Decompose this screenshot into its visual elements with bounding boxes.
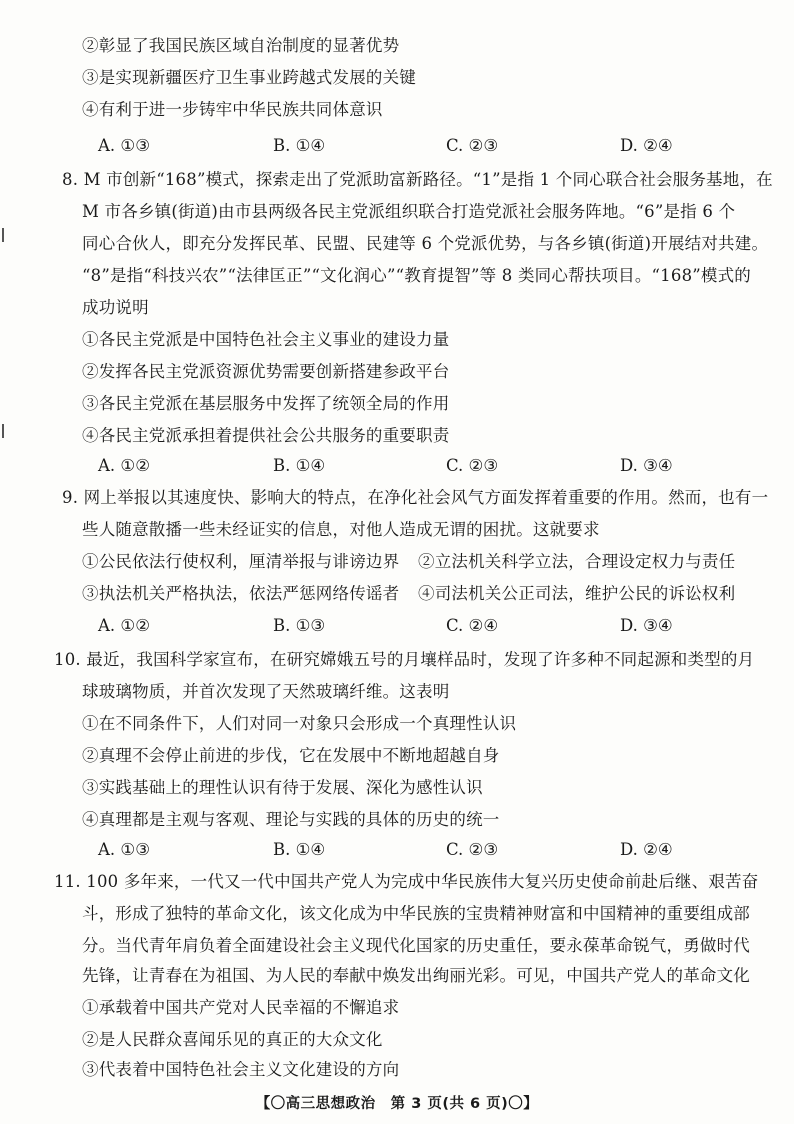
q8-stem-line-3: 同心合伙人，即充分发挥民革、民盟、民建等 6 个党派优势，与各乡镇(街道)开展结对共建。 [82,234,769,253]
q8-stem-line-5: 成功说明 [82,298,149,317]
q8-statement-3: ③各民主党派在基层服务中发挥了统领全局的作用 [82,394,450,413]
q10-statement-1: ①在不同条件下，人们对同一对象只会形成一个真理性认识 [82,714,517,733]
binding-margin-mark [2,228,10,242]
q8-option-c: C. ②③ [446,456,499,475]
q10-stem-line-2: 球玻璃物质，并首次发现了天然玻璃纤维。这表明 [82,682,450,701]
q9-option-b: B. ①③ [273,616,326,635]
q11-stem-line-2: 斗，形成了独特的革命文化，该文化成为中华民族的宝贵精神财富和中国精神的重要组成部 [82,904,750,923]
q7-option-c: C. ②③ [446,136,499,155]
q10-statement-4: ④真理都是主观与客观、理论与实践的具体的历史的统一 [82,810,500,829]
q8-stem-line-1: 8. M 市创新“168”模式，探索走出了党派助富新路径。“1”是指 1 个同心联合社会服务基地，在 [62,170,773,189]
q9-statement-2: ②立法机关科学立法，合理设定权力与责任 [418,552,736,571]
q10-option-b: B. ①④ [273,840,326,859]
q10-option-c: C. ②③ [446,840,499,859]
q9-stem-line-1: 9. 网上举报以其速度快、影响大的特点，在净化社会风气方面发挥着重要的作用。然而，也有一 [62,488,769,507]
q8-option-b: B. ①④ [273,456,326,475]
q10-statement-2: ②真理不会停止前进的步伐，它在发展中不断地超越自身 [82,746,500,765]
q9-statement-3: ③执法机关严格执法，依法严惩网络传谣者 [82,584,400,603]
binding-margin-mark [2,424,10,438]
q10-option-d: D. ②④ [620,840,673,859]
q9-option-c: C. ②④ [446,616,499,635]
q11-statement-2: ②是人民群众喜闻乐见的真正的大众文化 [82,1030,383,1049]
q7-option-a: A. ①③ [98,136,150,155]
q8-stem-line-2: M 市各乡镇(街道)由市县两级各民主党派组织联合打造党派社会服务阵地。“6”是指 6 个 [82,202,736,221]
q9-statement-4: ④司法机关公正司法，维护公民的诉讼权利 [418,584,736,603]
q11-stem-line-3: 分。当代青年肩负着全面建设社会主义现代化国家的历史重任，要永葆革命锐气，勇做时代 [82,936,750,955]
q9-statement-1: ①公民依法行使权利，厘清举报与诽谤边界 [82,552,400,571]
q10-statement-3: ③实践基础上的理性认识有待于发展、深化为感性认识 [82,778,483,797]
q9-option-d: D. ③④ [620,616,673,635]
q7-statement-3: ③是实现新疆医疗卫生事业跨越式发展的关键 [82,68,416,87]
q10-stem-line-1: 10. 最近，我国科学家宣布，在研究嫦娥五号的月壤样品时，发现了许多种不同起源和类型的月 [54,650,755,669]
q8-option-a: A. ①② [98,456,150,475]
q7-statement-4: ④有利于进一步铸牢中华民族共同体意识 [82,100,383,119]
q7-statement-2: ②彰显了我国民族区域自治制度的显著优势 [82,36,400,55]
q8-statement-1: ①各民主党派是中国特色社会主义事业的建设力量 [82,330,450,349]
q11-stem-line-1: 11. 100 多年来，一代又一代中国共产党人为完成中华民族伟大复兴历史使命前赴后继、艰苦奋 [54,872,759,891]
q8-option-d: D. ③④ [620,456,673,475]
q8-statement-2: ②发挥各民主党派资源优势需要创新搭建参政平台 [82,362,450,381]
page-footer: 【〇高三思想政治 第 3 页(共 6 页)〇】 [255,1096,539,1112]
q8-statement-4: ④各民主党派承担着提供社会公共服务的重要职责 [82,426,450,445]
q9-option-a: A. ①② [98,616,150,635]
q10-option-a: A. ①③ [98,840,150,859]
q11-statement-3: ③代表着中国特色社会主义文化建设的方向 [82,1060,400,1079]
q11-statement-1: ①承载着中国共产党对人民幸福的不懈追求 [82,998,400,1017]
q8-stem-line-4: “8”是指“科技兴农”“法律匡正”“文化润心”“教育提智”等 8 类同心帮扶项目。“168”模式的 [82,266,752,285]
q11-stem-line-4: 先锋，让青春在为祖国、为人民的奉献中焕发出绚丽光彩。可见，中国共产党人的革命文化 [82,966,750,985]
q7-option-d: D. ②④ [620,136,673,155]
q9-stem-line-2: 些人随意散播一些未经证实的信息，对他人造成无谓的困扰。这就要求 [82,520,600,539]
q7-option-b: B. ①④ [273,136,326,155]
